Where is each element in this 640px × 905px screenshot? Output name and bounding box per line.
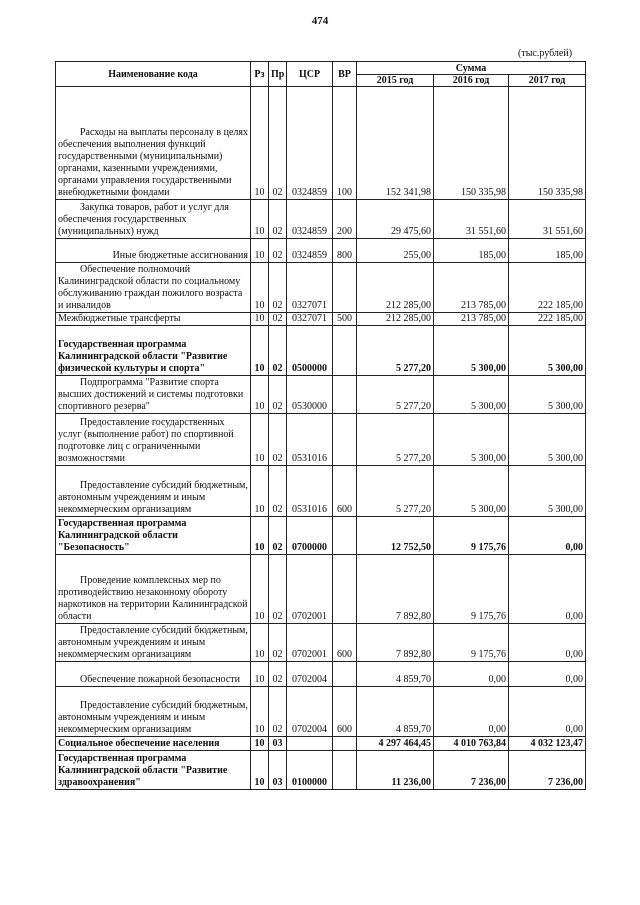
cell-y2016: 4 010 763,84 (434, 737, 509, 751)
table-row (56, 687, 586, 737)
table-row (56, 200, 586, 239)
cell-y2016: 0,00 (434, 687, 509, 737)
table-row (56, 326, 586, 376)
cell-pr: 02 (269, 313, 287, 326)
cell-pr: 02 (269, 662, 287, 687)
cell-csr: 0324859 (287, 200, 333, 239)
cell-pr: 02 (269, 414, 287, 466)
cell-y2016: 5 300,00 (434, 414, 509, 466)
cell-csr: 0702004 (287, 687, 333, 737)
cell-name: Государственная программа Калининградской области "Безопасность" (56, 517, 251, 555)
cell-y2015: 7 892,80 (357, 624, 434, 662)
cell-y2017: 0,00 (509, 517, 586, 555)
cell-vr (333, 737, 357, 751)
cell-y2016: 5 300,00 (434, 376, 509, 414)
page-number: 474 (311, 15, 329, 27)
cell-csr: 0702001 (287, 624, 333, 662)
cell-csr: 0324859 (287, 87, 333, 200)
cell-vr: 800 (333, 239, 357, 263)
cell-pr: 02 (269, 687, 287, 737)
cell-y2017: 185,00 (509, 239, 586, 263)
cell-y2016: 213 785,00 (434, 313, 509, 326)
cell-y2017: 0,00 (509, 624, 586, 662)
table-row (56, 313, 586, 326)
cell-rz: 10 (251, 737, 269, 751)
table-row (56, 466, 586, 517)
table-row (56, 414, 586, 466)
header-name: Наименование кода (56, 62, 251, 87)
cell-y2015: 212 285,00 (357, 263, 434, 313)
cell-y2016: 31 551,60 (434, 200, 509, 239)
header-vr: ВР (333, 62, 357, 87)
cell-vr: 200 (333, 200, 357, 239)
cell-name: Закупка товаров, работ и услуг для обеспечения государственных (муниципальных) нужд (56, 200, 251, 239)
cell-csr: 0530000 (287, 376, 333, 414)
cell-csr: 0324859 (287, 239, 333, 263)
cell-y2016: 9 175,76 (434, 555, 509, 624)
cell-vr (333, 555, 357, 624)
cell-pr: 02 (269, 239, 287, 263)
table-body (56, 87, 586, 790)
cell-y2017: 0,00 (509, 662, 586, 687)
table-header (56, 62, 586, 87)
cell-rz: 10 (251, 662, 269, 687)
cell-rz: 10 (251, 239, 269, 263)
cell-rz: 10 (251, 263, 269, 313)
cell-name: Социальное обеспечение населения (56, 737, 251, 751)
table-row (56, 376, 586, 414)
cell-name: Обеспечение полномочий Калининградской области по социальному обслуживанию граждан пожилого возраста и инвалидов (56, 263, 251, 313)
cell-csr: 0100000 (287, 751, 333, 790)
header-2015: 2015 год (357, 75, 434, 87)
cell-y2015: 152 341,98 (357, 87, 434, 200)
cell-rz: 10 (251, 624, 269, 662)
cell-y2017: 5 300,00 (509, 414, 586, 466)
cell-name: Проведение комплексных мер по противодействию незаконному обороту наркотиков на территории Калининградской области (56, 555, 251, 624)
cell-pr: 03 (269, 737, 287, 751)
cell-y2017: 222 185,00 (509, 263, 586, 313)
table-row (56, 737, 586, 751)
cell-vr: 600 (333, 466, 357, 517)
cell-pr: 02 (269, 517, 287, 555)
cell-y2016: 0,00 (434, 662, 509, 687)
cell-y2017: 0,00 (509, 555, 586, 624)
cell-y2017: 5 300,00 (509, 466, 586, 517)
cell-pr: 02 (269, 326, 287, 376)
cell-vr: 600 (333, 624, 357, 662)
table-row (56, 87, 586, 200)
cell-name: Предоставление субсидий бюджетным, автономным учреждениям и иным некоммерческим организациям (56, 687, 251, 737)
cell-y2015: 212 285,00 (357, 313, 434, 326)
cell-y2017: 4 032 123,47 (509, 737, 586, 751)
cell-y2016: 213 785,00 (434, 263, 509, 313)
units-label: (тыс.рублей) (518, 48, 573, 59)
cell-name: Обеспечение пожарной безопасности (56, 662, 251, 687)
table-row (56, 751, 586, 790)
cell-name: Межбюджетные трансферты (56, 313, 251, 326)
cell-csr: 0700000 (287, 517, 333, 555)
cell-y2016: 150 335,98 (434, 87, 509, 200)
cell-vr (333, 414, 357, 466)
cell-rz: 10 (251, 555, 269, 624)
cell-y2015: 11 236,00 (357, 751, 434, 790)
table-row (56, 263, 586, 313)
cell-rz: 10 (251, 87, 269, 200)
header-csr: ЦСР (287, 62, 333, 87)
cell-pr: 02 (269, 87, 287, 200)
cell-rz: 10 (251, 414, 269, 466)
cell-vr: 100 (333, 87, 357, 200)
cell-y2017: 5 300,00 (509, 326, 586, 376)
cell-y2017: 0,00 (509, 687, 586, 737)
cell-rz: 10 (251, 313, 269, 326)
cell-rz: 10 (251, 687, 269, 737)
cell-name: Расходы на выплаты персоналу в целях обеспечения выполнения функций государственными (муниципальными) органами, казенными учреждениями, органами управления государственными внебюджетными фондами (56, 87, 251, 200)
cell-y2017: 222 185,00 (509, 313, 586, 326)
cell-vr (333, 662, 357, 687)
cell-vr (333, 376, 357, 414)
cell-y2017: 31 551,60 (509, 200, 586, 239)
cell-rz: 10 (251, 376, 269, 414)
cell-pr: 02 (269, 555, 287, 624)
cell-y2015: 255,00 (357, 239, 434, 263)
cell-pr: 02 (269, 376, 287, 414)
cell-y2016: 7 236,00 (434, 751, 509, 790)
cell-pr: 02 (269, 263, 287, 313)
header-2016: 2016 год (434, 75, 509, 87)
cell-name: Предоставление государственных услуг (выполнение работ) по спортивной подготовке лиц с ограниченными возможностями (56, 414, 251, 466)
cell-y2015: 4 859,70 (357, 662, 434, 687)
header-2017: 2017 год (509, 75, 586, 87)
header-sum: Сумма (357, 62, 586, 75)
cell-rz: 10 (251, 200, 269, 239)
budget-table (55, 61, 586, 790)
cell-rz: 10 (251, 326, 269, 376)
cell-csr: 0702001 (287, 555, 333, 624)
cell-y2015: 5 277,20 (357, 466, 434, 517)
cell-vr: 600 (333, 687, 357, 737)
cell-name: Иные бюджетные ассигнования (56, 239, 251, 263)
cell-csr: 0702004 (287, 662, 333, 687)
cell-y2016: 9 175,76 (434, 517, 509, 555)
cell-y2015: 4 297 464,45 (357, 737, 434, 751)
cell-y2016: 5 300,00 (434, 466, 509, 517)
cell-pr: 02 (269, 466, 287, 517)
table-row (56, 239, 586, 263)
cell-y2017: 7 236,00 (509, 751, 586, 790)
cell-csr: 0500000 (287, 326, 333, 376)
cell-vr (333, 751, 357, 790)
cell-y2016: 5 300,00 (434, 326, 509, 376)
cell-csr: 0531016 (287, 466, 333, 517)
cell-name: Государственная программа Калининградской области "Развитие здравоохранения" (56, 751, 251, 790)
table-row (56, 662, 586, 687)
cell-csr: 0327071 (287, 263, 333, 313)
cell-csr (287, 737, 333, 751)
cell-vr: 500 (333, 313, 357, 326)
cell-vr (333, 326, 357, 376)
cell-y2017: 5 300,00 (509, 376, 586, 414)
cell-csr: 0327071 (287, 313, 333, 326)
cell-vr (333, 517, 357, 555)
cell-name: Подпрограмма "Развитие спорта высших достижений и системы подготовки спортивного резерва" (56, 376, 251, 414)
cell-pr: 03 (269, 751, 287, 790)
cell-y2015: 29 475,60 (357, 200, 434, 239)
cell-vr (333, 263, 357, 313)
table-row (56, 624, 586, 662)
cell-name: Предоставление субсидий бюджетным, автономным учреждениям и иным некоммерческим организациям (56, 466, 251, 517)
cell-pr: 02 (269, 624, 287, 662)
header-rz: Рз (251, 62, 269, 87)
cell-rz: 10 (251, 466, 269, 517)
cell-name: Государственная программа Калининградской области "Развитие физической культуры и спорта" (56, 326, 251, 376)
cell-y2016: 185,00 (434, 239, 509, 263)
table-row (56, 555, 586, 624)
cell-y2016: 9 175,76 (434, 624, 509, 662)
cell-csr: 0531016 (287, 414, 333, 466)
cell-y2015: 7 892,80 (357, 555, 434, 624)
cell-y2015: 12 752,50 (357, 517, 434, 555)
cell-rz: 10 (251, 751, 269, 790)
cell-y2015: 5 277,20 (357, 376, 434, 414)
table-row (56, 517, 586, 555)
cell-name: Предоставление субсидий бюджетным, автономным учреждениям и иным некоммерческим организациям (56, 624, 251, 662)
cell-rz: 10 (251, 517, 269, 555)
header-pr: Пр (269, 62, 287, 87)
cell-pr: 02 (269, 200, 287, 239)
cell-y2015: 4 859,70 (357, 687, 434, 737)
cell-y2017: 150 335,98 (509, 87, 586, 200)
cell-y2015: 5 277,20 (357, 414, 434, 466)
cell-y2015: 5 277,20 (357, 326, 434, 376)
